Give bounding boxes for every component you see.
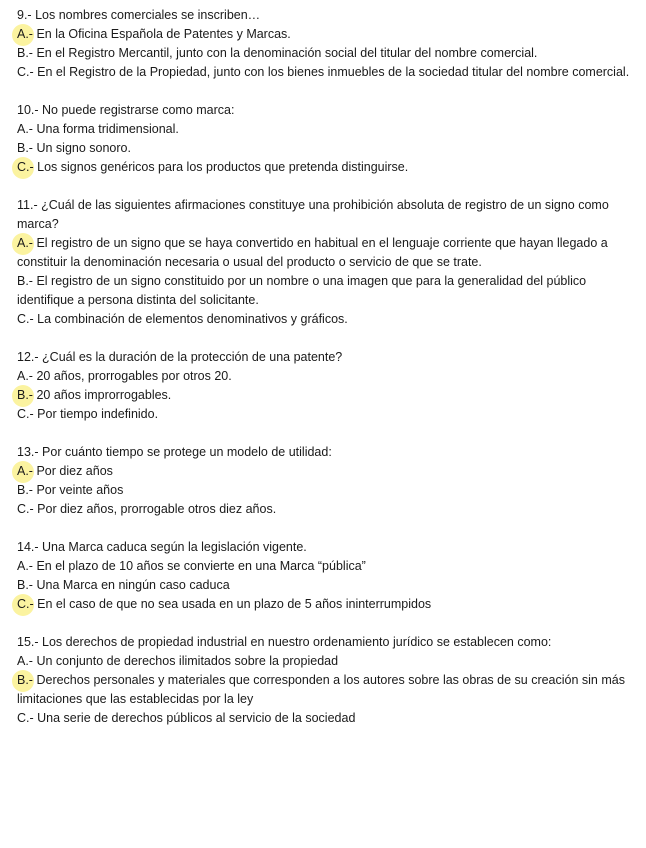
question-text: Una Marca caduca según la legislación vigente.: [42, 540, 307, 554]
answer-text: La combinación de elementos denominativos y gráficos.: [37, 312, 348, 326]
answer-option: [17, 481, 631, 500]
answer-option: [17, 367, 631, 386]
answer-text: En la Oficina Española de Patentes y Marcas.: [36, 27, 291, 41]
answer-text: 20 años improrrogables.: [36, 388, 172, 402]
answer-option: [17, 63, 631, 82]
question-text: Por cuánto tiempo se protege un modelo de utilidad:: [42, 445, 332, 459]
answer-text: Una forma tridimensional.: [36, 122, 179, 136]
question-number: 10.-: [17, 103, 39, 117]
answer-option: [17, 25, 631, 44]
answer-text: En el plazo de 10 años se convierte en una Marca “pública”: [36, 559, 366, 573]
answer-label: C.-: [17, 711, 34, 725]
answer-text: Por diez años, prorrogable otros diez años.: [37, 502, 277, 516]
highlighted-answer-label: A.-: [17, 236, 33, 250]
answer-label: C.-: [17, 407, 34, 421]
answer-option: [17, 709, 631, 728]
answer-option: [17, 462, 631, 481]
answer-text: Por veinte años: [36, 483, 124, 497]
answer-label: B.-: [17, 483, 33, 497]
answer-label: B.-: [17, 46, 33, 60]
question-stem: [17, 101, 631, 120]
answer-text: 20 años, prorrogables por otros 20.: [36, 369, 232, 383]
answer-option: [17, 310, 631, 329]
answer-label: A.-: [17, 122, 33, 136]
answer-option: [17, 671, 631, 709]
question-text: ¿Cuál de las siguientes afirmaciones constituye una prohibición absoluta de registro de un signo como marca?: [17, 198, 609, 231]
answer-text: Los signos genéricos para los productos que pretenda distinguirse.: [37, 160, 409, 174]
answer-label: C.-: [17, 502, 34, 516]
answer-text: En el caso de que no sea usada en un plazo de 5 años ininterrumpidos: [37, 597, 432, 611]
answer-text: Una Marca en ningún caso caduca: [36, 578, 230, 592]
question-stem: [17, 538, 631, 557]
answer-option: [17, 120, 631, 139]
answer-label: B.-: [17, 578, 33, 592]
question-stem: [17, 6, 631, 25]
answer-option: [17, 158, 631, 177]
question-text: Los derechos de propiedad industrial en nuestro ordenamiento jurídico se establecen como:: [42, 635, 552, 649]
answer-text: En el Registro Mercantil, junto con la denominación social del titular del nombre comercial.: [36, 46, 538, 60]
question-13: [17, 443, 631, 519]
question-15: [17, 633, 631, 728]
answer-text: El registro de un signo constituido por un nombre o una imagen que para la generalidad del público identifique a persona distinta del solicitante.: [17, 274, 587, 307]
answer-text: Por tiempo indefinido.: [37, 407, 159, 421]
question-stem: [17, 633, 631, 652]
highlighted-answer-label: A.-: [17, 464, 33, 478]
question-number: 14.-: [17, 540, 39, 554]
highlighted-answer-label: A.-: [17, 27, 33, 41]
answer-text: Un signo sonoro.: [36, 141, 131, 155]
answer-text: El registro de un signo que se haya convertido en habitual en el lenguaje corriente que hayan llegado a constituir la denominación necesaria o usual del producto o servicio de que se trate.: [17, 236, 608, 269]
answer-text: Un conjunto de derechos ilimitados sobre la propiedad: [36, 654, 339, 668]
answer-option: [17, 595, 631, 614]
exam-document: [17, 6, 631, 747]
answer-option: [17, 557, 631, 576]
answer-label: B.-: [17, 141, 33, 155]
answer-option: [17, 652, 631, 671]
highlighted-answer-label: C.-: [17, 597, 34, 611]
highlighted-answer-label: B.-: [17, 388, 33, 402]
answer-option: [17, 576, 631, 595]
question-12: [17, 348, 631, 424]
answer-label: A.-: [17, 369, 33, 383]
question-number: 15.-: [17, 635, 39, 649]
answer-label: C.-: [17, 65, 34, 79]
question-9: [17, 6, 631, 82]
question-text: ¿Cuál es la duración de la protección de una patente?: [42, 350, 343, 364]
answer-label: A.-: [17, 559, 33, 573]
question-14: [17, 538, 631, 614]
question-10: [17, 101, 631, 177]
question-stem: [17, 443, 631, 462]
answer-label: A.-: [17, 654, 33, 668]
question-number: 9.-: [17, 8, 32, 22]
answer-label: B.-: [17, 274, 33, 288]
answer-text: Una serie de derechos públicos al servicio de la sociedad: [37, 711, 356, 725]
highlighted-answer-label: C.-: [17, 160, 34, 174]
answer-option: [17, 44, 631, 63]
answer-label: C.-: [17, 312, 34, 326]
answer-text: En el Registro de la Propiedad, junto con los bienes inmuebles de la sociedad titular del nombre comercial.: [37, 65, 630, 79]
answer-option: [17, 139, 631, 158]
question-number: 13.-: [17, 445, 39, 459]
question-stem: [17, 196, 631, 234]
question-11: [17, 196, 631, 329]
answer-option: [17, 234, 631, 272]
answer-text: Por diez años: [36, 464, 113, 478]
highlighted-answer-label: B.-: [17, 673, 33, 687]
answer-option: [17, 500, 631, 519]
answer-text: Derechos personales y materiales que corresponden a los autores sobre las obras de su creación sin más limitaciones que las establecidas por la ley: [17, 673, 625, 706]
answer-option: [17, 405, 631, 424]
question-text: Los nombres comerciales se inscriben…: [35, 8, 261, 22]
question-text: No puede registrarse como marca:: [42, 103, 235, 117]
answer-option: [17, 386, 631, 405]
question-number: 12.-: [17, 350, 39, 364]
answer-option: [17, 272, 631, 310]
question-stem: [17, 348, 631, 367]
question-number: 11.-: [17, 198, 38, 212]
